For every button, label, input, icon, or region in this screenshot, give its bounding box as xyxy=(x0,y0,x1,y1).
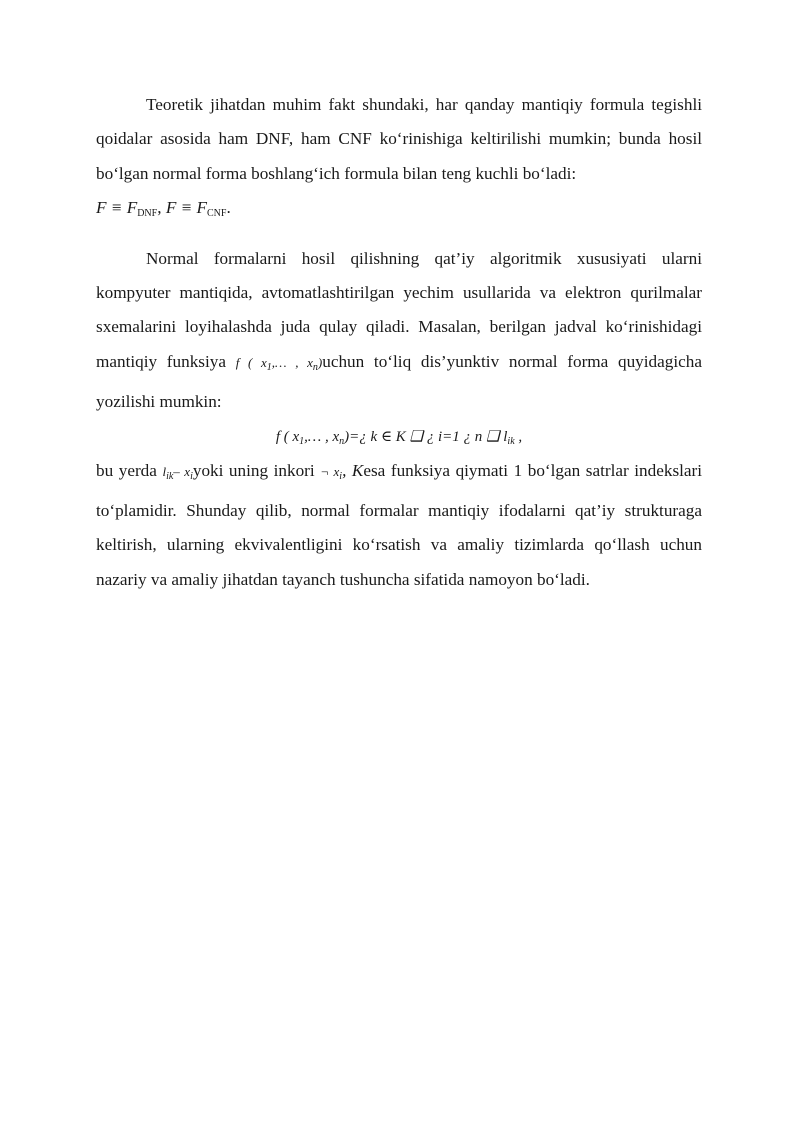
paragraph-2-text-before: Normal formalarni hosil qilishning qat’iy algoritmik xususiyati ularni kompyuter mantiqida, avtomatlashtirilgan yechim usullarida va elektron qurilmalar sxemalarini loyihalashda juda qulay qiladi. Masalan, berilgan jadval ko‘rinishidagi mantiqiy funksiya xyxy=(96,248,702,371)
symbol-xi-sub: i xyxy=(190,470,193,482)
formula-separator: , xyxy=(157,198,166,218)
inline-function-head: f ( x xyxy=(235,354,267,370)
formula-rhs: )=¿ k ∈ K ❑ ¿ i=1 ¿ n ❑ l xyxy=(344,428,508,445)
symbol-k: , K xyxy=(342,460,364,480)
formula-lhs-sub1: 1 xyxy=(299,435,305,447)
formula-dnf-sub: DNF xyxy=(137,208,158,220)
paragraph-3-lead: bu yerda xyxy=(96,460,157,480)
paragraph-3-mid: yoki uning inkori xyxy=(192,460,315,480)
formula-dnf xyxy=(96,198,158,220)
symbol-xi-main: – x xyxy=(173,463,191,479)
paragraph-1-text: Teoretik jihatdan muhim fakt shundaki, har qanday mantiqiy formula tegishli qoidalar asosida ham DNF, ham CNF ko‘rinishiga keltirilishi mumkin; bunda hosil bo‘lgan normal forma boshlang‘ich formula bilan teng kuchli bo‘ladi: xyxy=(96,95,702,183)
formula-cnf xyxy=(165,198,227,220)
display-formula xyxy=(96,420,702,454)
formula-lhs: f ( x xyxy=(275,428,300,445)
formula-end: . xyxy=(226,198,231,218)
inline-function xyxy=(235,354,323,373)
formula-lhs-subn: n xyxy=(339,435,345,447)
symbol-neg-xi-sub: i xyxy=(339,470,343,482)
paragraph-2 xyxy=(96,242,702,420)
inline-function-close: ) xyxy=(317,354,323,370)
formula-rhs-sub: ik xyxy=(507,435,515,447)
formula-cnf-main: F ≡ F xyxy=(165,198,208,218)
paragraph-1 xyxy=(96,88,702,232)
symbol-lik xyxy=(162,463,174,482)
symbol-lik-sub: ik xyxy=(166,470,174,482)
paragraph-3-rest: esa funksiya qiymati 1 bo‘lgan satrlar indekslari to‘plamidir. Shunday qilib, normal formalar mantiqiy ifodalarni qat’iy strukturaga keltirish, ularning ekvivalentligini ko‘rsatish va amaliy tizimlarda qo‘llash uchun nazariy va amaliy jihatdan tayanch tushuncha sifatida namoyon bo‘ladi. xyxy=(96,460,703,589)
formula-end-comma: , xyxy=(514,428,523,445)
inline-function-sub1: 1 xyxy=(266,361,272,373)
symbol-lik-main: l xyxy=(162,463,167,479)
formula-dnf-main: F ≡ F xyxy=(96,198,138,218)
symbol-neg-xi-main: ¬ x xyxy=(320,463,340,479)
paragraph-3 xyxy=(96,454,702,598)
formula-cnf-sub: CNF xyxy=(207,208,227,220)
inline-function-subn: n xyxy=(312,361,318,373)
document-page xyxy=(96,88,702,597)
paragraph-2-text-after: uchun to‘liq dis’yunktiv normal forma quyidagicha yozilishi mumkin: xyxy=(96,351,702,412)
symbol-neg-xi xyxy=(320,463,343,482)
inline-function-mid: ,… , x xyxy=(271,354,313,370)
symbol-xi xyxy=(173,463,193,482)
formula-lhs-mid: ,… , x xyxy=(304,428,340,445)
